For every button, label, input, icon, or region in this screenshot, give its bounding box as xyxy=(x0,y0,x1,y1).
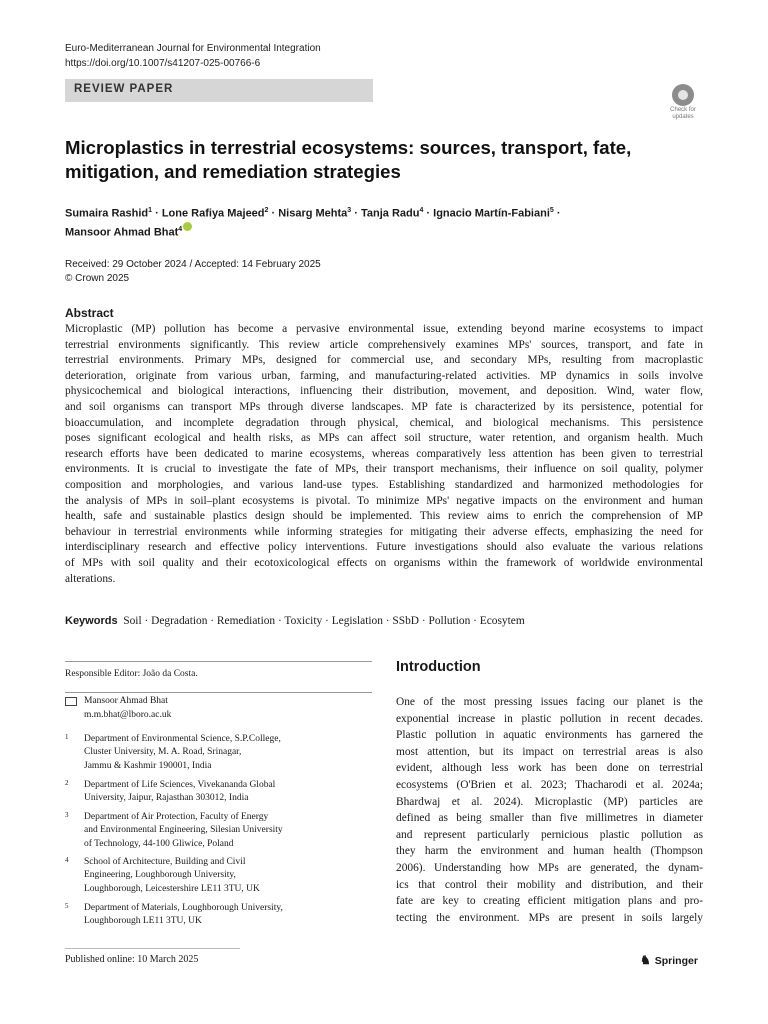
introduction-body xyxy=(396,694,703,926)
author-affil-sup: 4 xyxy=(178,226,183,234)
author-affil-sup: 1 xyxy=(148,207,153,214)
journal-name: Euro-Mediterranean Journal for Environmental Integration xyxy=(65,43,321,54)
affiliation-line: Department of Life Sciences, Vivekananda Global xyxy=(84,780,276,790)
section-heading-introduction: Introduction xyxy=(396,659,481,675)
affiliation-line: Department of Materials, Loughborough University, xyxy=(84,903,283,913)
intro-line: Bhardwaj et al. 2024). Microplastic (MP) particles are xyxy=(396,795,703,808)
footer-divider xyxy=(65,948,240,949)
abstract-line: composition and morphologies, and various land-use types. Establishing standardized and harmonized methodologies for xyxy=(65,478,703,491)
article-type-label: REVIEW PAPER xyxy=(74,83,174,95)
author-name[interactable]: Sumaira Rashid xyxy=(65,207,149,220)
contact-email[interactable]: m.m.bhat@lboro.ac.uk xyxy=(84,709,172,720)
affiliation-number: 2 xyxy=(65,779,69,787)
intro-line: and represent particularly pernicious plastic pollution as xyxy=(396,828,703,841)
affiliation-number: 4 xyxy=(65,856,69,864)
springer-horse-icon: ♞ xyxy=(640,953,651,967)
author-name[interactable]: Tanja Radu xyxy=(360,207,420,220)
affiliation-number: 1 xyxy=(65,733,69,741)
journal-header xyxy=(65,41,321,71)
author-list: Sumaira Rashid$^1$ · Lone Rafiya Majeed$^2$ · Nisarg Mehta$^3$ · Tanja Radu$^4$ · Ignacio Martín-Fabiani$^5$ · Mansoor Ahmad Bhat$^4$ xyxy=(65,207,561,239)
check-updates-icon xyxy=(672,84,694,106)
author-affil-sup: 3 xyxy=(347,207,352,214)
abstract-line: of MPs with soil quality and their ecotoxicological effects on organisms within the framework of worldwide environmental xyxy=(65,556,703,569)
abstract-line: and soil organisms can transport MPs through diverse landscapes. MP fate is characterized by its persistence, potential for xyxy=(65,400,703,413)
author-affil-sup: 2 xyxy=(264,207,269,214)
affiliation-line: University, Jaipur, Rajasthan 303012, India xyxy=(84,793,249,804)
dates-block xyxy=(65,258,321,286)
publisher-name: Springer xyxy=(654,955,698,967)
intro-line: 2006). Understanding how MPs are generated, the dynam- xyxy=(396,861,703,874)
keywords-line xyxy=(65,614,705,629)
intro-line: defined as being smaller than five millimetres in diameter xyxy=(396,812,703,825)
badge-line-1: Check for xyxy=(670,107,696,113)
abstract-line: research efforts have been dedicated to marine ecosystems, whereas comparatively less attention has been given to terrestrial xyxy=(65,447,703,460)
abstract-line: terrestrial environments significantly. This review article comprehensively examines MPs' sources, transport, and fate in xyxy=(65,338,703,351)
affiliation-line: Jammu & Kashmir 190001, India xyxy=(84,760,212,771)
author-name[interactable]: Mansoor Ahmad Bhat xyxy=(65,226,179,239)
intro-line: fate are key to creating efficient mitigation plans and pro- xyxy=(396,895,703,908)
title-line-1: Microplastics in terrestrial ecosystems: sources, transport, fate, xyxy=(65,137,632,158)
intro-line: tecting the environment. MPs are present in soils largely xyxy=(396,911,703,924)
orcid-icon[interactable] xyxy=(183,222,192,231)
abstract-heading: Abstract xyxy=(65,306,114,320)
footnote-divider xyxy=(65,661,372,662)
abstract-line: Microplastic (MP) pollution has become a pervasive environmental issue, extending beyond marine ecosystems to impact xyxy=(65,323,703,335)
published-date: Published online: 10 March 2025 xyxy=(65,954,199,965)
title-line-2: mitigation, and remediation strategies xyxy=(65,161,401,182)
abstract-body xyxy=(65,322,703,587)
affiliation-line: Engineering, Loughborough University, xyxy=(84,870,236,881)
affiliation-line: Department of Air Protection, Faculty of Energy xyxy=(84,812,269,822)
abstract-line: physicochemical and biological interactions, influencing their distribution, movement, and deposition. Wind, water flow, xyxy=(65,385,703,398)
footnote-divider xyxy=(65,692,372,693)
intro-line: they harm the environment and human health (Thompson xyxy=(396,845,703,858)
author-name[interactable]: Ignacio Martín-Fabiani xyxy=(433,207,550,220)
intro-line: evident, although less work has been done on terrestrial xyxy=(396,762,703,775)
author-affil-sup: 4 xyxy=(419,207,424,214)
journal-doi[interactable]: https://doi.org/10.1007/s41207-025-00766-6 xyxy=(65,58,261,69)
abstract-line: the analysis of MPs in soil–plant ecosystems is pivotal. To minimize MPs' negative impacts on the environment and human xyxy=(65,494,703,507)
affiliation-line: School of Architecture, Building and Civil xyxy=(84,857,246,867)
intro-line: One of the most pressing issues facing our planet is the xyxy=(396,696,703,708)
contact-name: Mansoor Ahmad Bhat xyxy=(84,696,168,706)
check-updates-text xyxy=(664,107,702,121)
abstract-line: deterioration, originate from various urban, farming, and manufacturing-related activities. MP dynamics in soils involve xyxy=(65,369,703,382)
copyright: © Crown 2025 xyxy=(65,273,130,284)
affiliation-number: 3 xyxy=(65,811,69,819)
author-name[interactable]: Nisarg Mehta xyxy=(278,207,348,220)
abstract-line: behaviour in terrestrial environments while informing strategies for mitigating their adverse effects, emphasizing the need for xyxy=(65,525,703,538)
intro-line: most attention, but its impact on terrestrial areas is also xyxy=(396,745,703,758)
affiliation-line: Loughborough, Leicestershire LE11 3TU, UK xyxy=(84,883,260,894)
author-name[interactable]: Lone Rafiya Majeed xyxy=(161,207,265,220)
abstract-line: bioaccumulation, and incomplete degradation through physical, chemical, and biological mechanisms. This persistence xyxy=(65,416,703,429)
affiliation-line: Department of Environmental Science, S.P.College, xyxy=(84,734,281,744)
abstract-line: terrestrial environments. Primary MPs, designed for commercial use, and secondary MPs, resulting from macroplastic xyxy=(65,354,703,367)
affiliation-line: of Technology, 44-100 Gliwice, Poland xyxy=(84,838,234,849)
article-type-banner xyxy=(65,79,373,102)
keywords-label: Keywords xyxy=(65,615,118,627)
intro-line: ecosystems (O'Brien et al. 2023; Thacharodi et al. 2024a; xyxy=(396,778,703,791)
badge-line-2: updates xyxy=(672,114,694,120)
affiliation-line: Loughborough LE11 3TU, UK xyxy=(84,916,202,927)
abstract-line: poses significant ecological and health risks, as MPs can affect soil structure, water retention, and organism health. Much xyxy=(65,432,703,445)
publisher-logo[interactable] xyxy=(640,953,698,967)
abstract-line: interdisciplinary research and effective policy interventions. Future investigations should also evaluate the various relations xyxy=(65,541,703,554)
intro-line: ics that control their mobility and distribution, and their xyxy=(396,878,703,891)
article-title xyxy=(65,136,665,184)
abstract-line: environments. It is crucial to investigate the fate of MPs, their transport mechanisms, their influence on soil quality, polymer xyxy=(65,463,703,476)
abstract-line: health, safe and sustainable plastics design should be implemented. This review aims to enrich the comprehension of MP xyxy=(65,510,703,523)
keywords-list: Soil · Degradation · Remediation · Toxicity · Legislation · SSbD · Pollution · Ecosytem xyxy=(123,615,525,627)
responsible-editor: Responsible Editor: João da Costa. xyxy=(65,669,198,679)
affiliation-number: 5 xyxy=(65,902,69,910)
intro-line: Plastic pollution in aquatic environments has garnered the xyxy=(396,729,703,742)
check-for-updates-badge[interactable] xyxy=(664,84,702,124)
affiliation-line: and Environmental Engineering, Silesian University xyxy=(84,825,283,836)
received-accepted: Received: 29 October 2024 / Accepted: 14 February 2025 xyxy=(65,259,321,270)
intro-line: exponential increase in plastic pollution in recent decades. xyxy=(396,712,703,725)
affiliation-line: Cluster University, M. A. Road, Srinagar, xyxy=(84,747,242,758)
mail-icon xyxy=(65,697,77,706)
abstract-line: alterations. xyxy=(65,572,116,585)
author-affil-sup: 5 xyxy=(549,207,554,214)
